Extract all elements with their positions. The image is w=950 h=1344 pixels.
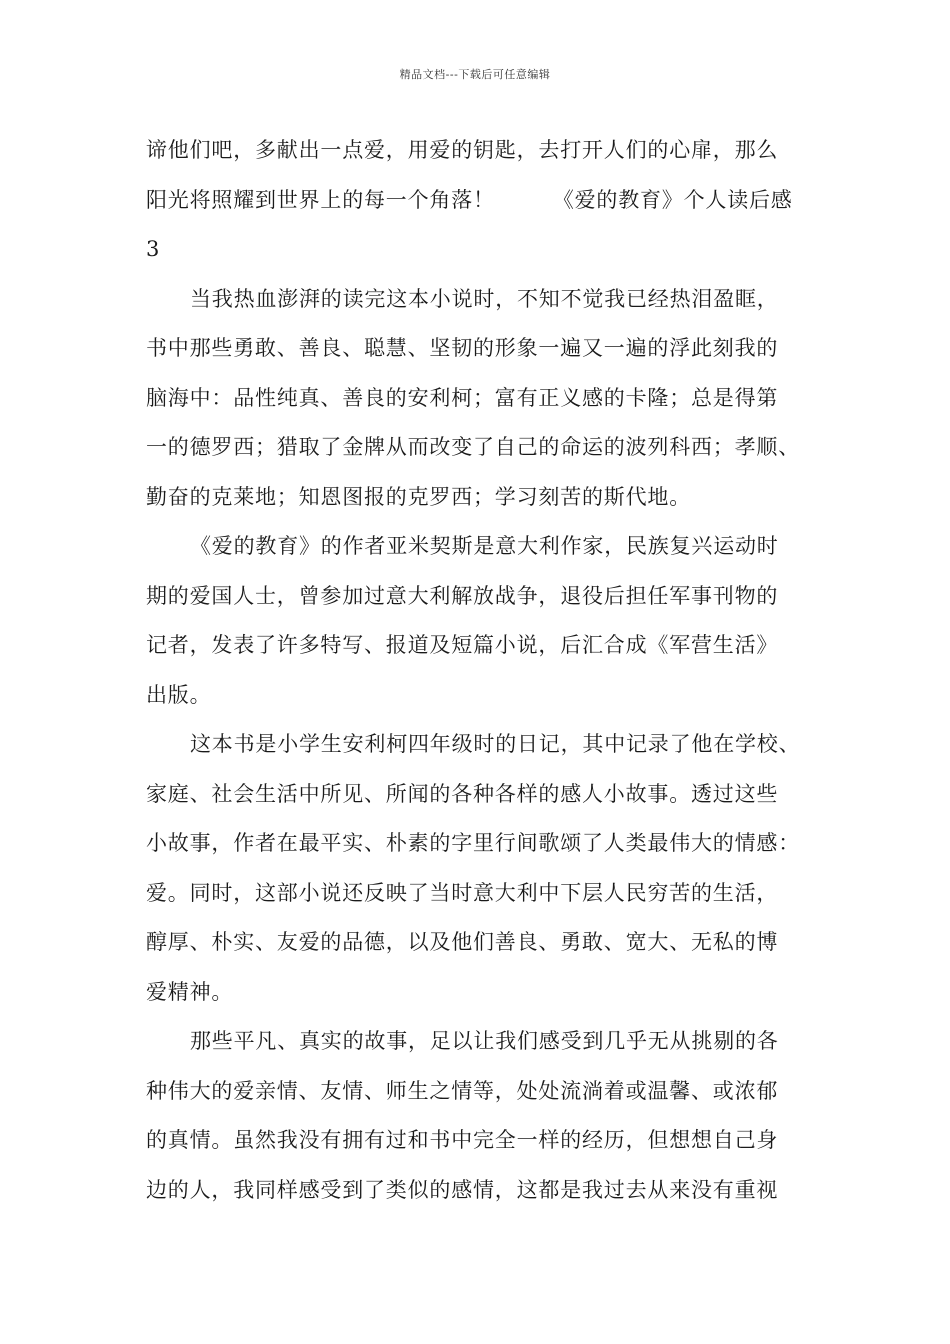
paragraph-line: 勤奋的克莱地；知恩图报的克罗西；学习刻苦的斯代地。	[146, 484, 691, 509]
text-segment: 阳光将照耀到世界上的每一个角落！	[146, 187, 495, 212]
paragraph-line: 边的人，我同样感受到了类似的感情，这都是我过去从来没有重视	[146, 1177, 779, 1202]
paragraph-line: 记者，发表了许多特写、报道及短篇小说，后汇合成《军营生活》	[146, 633, 779, 657]
paragraph-line: 一的德罗西；猎取了金牌从而改变了自己的命运的波列科西；孝顺、	[146, 435, 800, 459]
paragraph-line: 当我热血澎湃的读完这本小说时，不知不觉我已经热泪盈眶，	[190, 286, 779, 311]
text-line	[146, 176, 826, 226]
paragraph-line: 爱精神。	[146, 979, 234, 1004]
paragraph-line: 出版。	[146, 682, 212, 707]
paragraph-line: 《爱的教育》的作者亚米契斯是意大利作家，民族复兴运动时	[190, 534, 779, 558]
section-title: 《爱的教育》个人读后感	[552, 187, 793, 212]
page-header: 精品文档---下载后可任意编辑	[399, 68, 551, 81]
paragraph-line: 种伟大的爱亲情、友情、师生之情等，处处流淌着或温馨、或浓郁	[146, 1078, 779, 1103]
paragraph-line: 书中那些勇敢、善良、聪慧、坚韧的形象一遍又一遍的浮此刻我的	[146, 336, 779, 360]
paragraph-line: 醇厚、朴实、友爱的品德，以及他们善良、勇敢、宽大、无私的博	[146, 930, 779, 954]
paragraph-line: 那些平凡、真实的故事，足以让我们感受到几乎无从挑剔的各	[190, 1029, 779, 1053]
text-line: 谛他们吧，多献出一点爱，用爱的钥匙，去打开人们的心扉，那么	[146, 138, 779, 162]
document-body	[146, 126, 826, 1215]
paragraph-line: 脑海中：品性纯真、善良的安利柯；富有正义感的卡隆；总是得第	[146, 385, 779, 410]
paragraph-line: 期的爱国人士，曾参加过意大利解放战争，退役后担任军事刊物的	[146, 583, 779, 608]
section-number: 3	[146, 237, 161, 261]
paragraph-line: 小故事，作者在最平实、朴素的字里行间歌颂了人类最伟大的情感：	[146, 831, 800, 855]
paragraph-line: 的真情。虽然我没有拥有过和书中完全一样的经历，但想想自己身	[146, 1128, 779, 1152]
paragraph-line: 这本书是小学生安利柯四年级时的日记，其中记录了他在学校、	[190, 732, 801, 756]
paragraph-line: 爱。同时，这部小说还反映了当时意大利中下层人民穷苦的生活，	[146, 880, 779, 905]
paragraph-line: 家庭、社会生活中所见、所闻的各种各样的感人小故事。透过这些	[146, 781, 779, 806]
